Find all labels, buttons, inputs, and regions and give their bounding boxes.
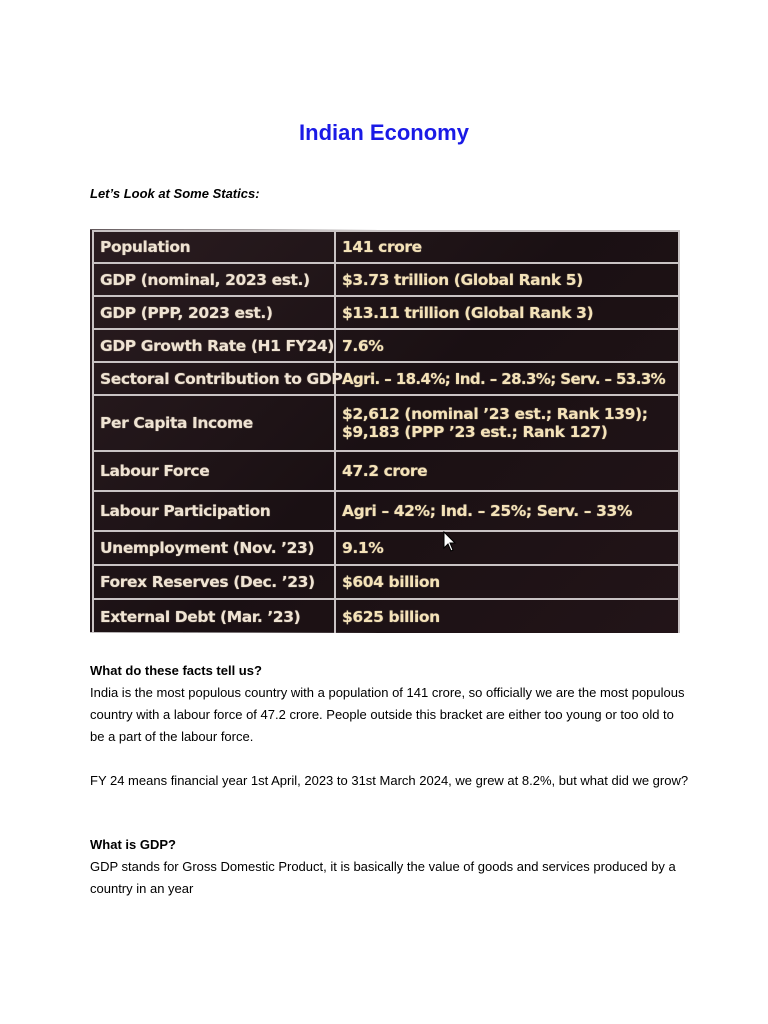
statistics-table — [92, 230, 680, 633]
row-value: 9.1% — [335, 531, 679, 565]
row-value: Agri. – 18.4%; Ind. – 28.3%; Serv. – 53.3% — [335, 362, 679, 395]
row-value: $625 billion — [335, 599, 679, 633]
table-row — [93, 296, 679, 329]
row-label: Sectoral Contribution to GDP — [93, 362, 335, 395]
row-value: $604 billion — [335, 565, 679, 599]
row-label: Unemployment (Nov. ’23) — [93, 531, 335, 565]
row-label: External Debt (Mar. ’23) — [93, 599, 335, 633]
paragraph: India is the most populous country with a population of 141 crore, so officially we are the most populous country with a labour force of 47.2 crore. People outside this bracket are either too young or too old to be a part of the labour force. — [90, 685, 685, 744]
paragraph: FY 24 means financial year 1st April, 2023 to 31st March 2024, we grew at 8.2%, but what did we grow? — [90, 773, 689, 788]
row-value: 141 crore — [335, 231, 679, 263]
table-row — [93, 599, 679, 633]
row-label: GDP (nominal, 2023 est.) — [93, 263, 335, 296]
row-label: Forex Reserves (Dec. ’23) — [93, 565, 335, 599]
row-value-line2: $9,183 (PPP ’23 est.; Rank 127) — [342, 423, 608, 441]
row-value-line1: $2,612 (nominal ’23 est.; Rank 139); — [342, 405, 648, 423]
row-label: GDP Growth Rate (H1 FY24) — [93, 329, 335, 362]
intro-text: Let’s Look at Some Statics: — [90, 186, 260, 201]
row-label: Labour Force — [93, 451, 335, 491]
table-row — [93, 362, 679, 395]
row-value: $3.73 trillion (Global Rank 5) — [335, 263, 679, 296]
statistics-photo — [90, 228, 680, 633]
row-value: Agri – 42%; Ind. – 25%; Serv. – 33% — [335, 491, 679, 531]
mouse-cursor-icon — [443, 531, 457, 553]
row-value — [335, 395, 679, 451]
row-label: Labour Participation — [93, 491, 335, 531]
table-row — [93, 491, 679, 531]
paragraph: GDP stands for Gross Domestic Product, it is basically the value of goods and services produced by a country in an year — [90, 859, 676, 896]
page-title: Indian Economy — [299, 120, 469, 145]
row-value: 47.2 crore — [335, 451, 679, 491]
row-label: Per Capita Income — [93, 395, 335, 451]
row-label: GDP (PPP, 2023 est.) — [93, 296, 335, 329]
table-row — [93, 395, 679, 451]
table-row — [93, 263, 679, 296]
table-row — [93, 451, 679, 491]
section-heading: What do these facts tell us? — [90, 663, 262, 678]
table-row — [93, 565, 679, 599]
table-row — [93, 531, 679, 565]
section-facts — [90, 660, 690, 792]
row-value: 7.6% — [335, 329, 679, 362]
section-heading: What is GDP? — [90, 837, 176, 852]
section-gdp — [90, 834, 690, 900]
row-label: Population — [93, 231, 335, 263]
table-row — [93, 231, 679, 263]
row-value: $13.11 trillion (Global Rank 3) — [335, 296, 679, 329]
table-row — [93, 329, 679, 362]
